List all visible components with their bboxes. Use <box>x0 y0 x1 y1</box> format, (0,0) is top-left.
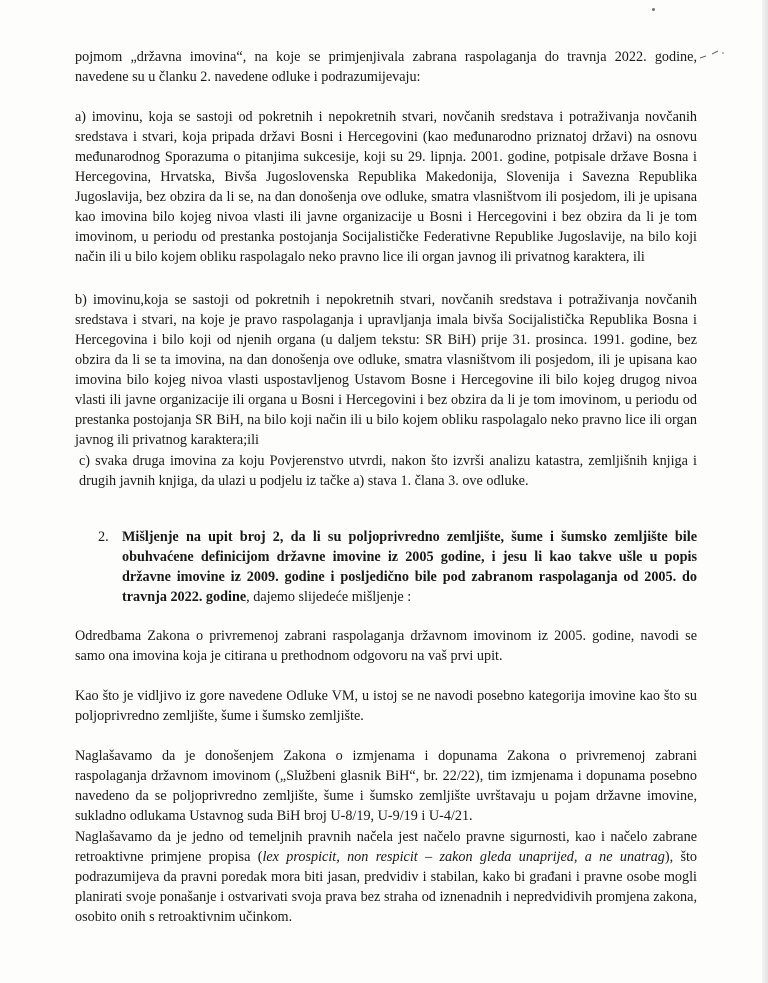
p4-latin-phrase: lex prospicit, non respicit – zakon gleda unaprijed, a ne unatrag <box>262 849 665 865</box>
answer-paragraph-1: Odredbama Zakona o privremenoj zabrani raspolaganja državnom imovinom iz 2005. godine, navodi se samo ona imovina koja je citirana u prethodnom odgovoru na vaš prvi upit. <box>75 628 697 664</box>
question-number: 2. <box>98 529 109 545</box>
question-2-bold: Mišljenje na upit broj 2, da li su poljoprivredno zemljište, šume i šumsko zemljište bile obuhvaćene definicijom državne imovine iz 2005 godine, i jesu li kao takve ušle u popis državne imovine iz 2009. godine i posljedično bile pod zabranom raspolaganja od 2005. do travnja 2022. godine <box>122 529 697 605</box>
p4-start: Naglašavamo da je jedno od temeljnih pravnih načela jest načelo pravne sigurnosti, kao i načelo zabrane retroaktivne primjene propisa ( <box>75 829 697 865</box>
answer-paragraph-4 <box>75 827 697 927</box>
item-b-paragraph: b) imovinu,koja se sastoji od pokretnih i nepokretnih stvari, novčanih sredstava i potraživanja novčanih sredstava i stvari, na koje je pravo raspolaganja i upravljanja imala bivša Socijalistička Republika Bosna i Hercegovina i bilo koji od njenih organa (u daljem tekstu: SR BiH) prije 31. prosinca. 1991. godine, bez obzira da li se ta imovina, na dan donošenja ove odluke, smatra vlasništvom ili posjedom, ili je upisana kao imovina bilo kojeg nivoa vlasti uspostavljenog Ustavom Bosne i Hercegovine ili bilo kojeg drugog nivoa vlasti ili javne organizacije ili organa u Bosni i Hercegovini i bez obzira da li je tom imovinom, u periodu od prestanka postojanja SR BiH, na bilo koji način ili u bilo kojem obliku raspolagalo neko pravno lice ili organ javnog ili privatnog karaktera;ili <box>75 292 697 448</box>
question-2-tail: , dajemo slijedeće mišljenje : <box>246 589 412 605</box>
item-a-paragraph: a) imovinu, koja se sastoji od pokretnih i nepokretnih stvari, novčanih sredstava i potraživanja novčanih sredstava i stvari, koja pripada državi Bosni i Hercegovini (kao međunarodno priznatoj državi) na osnovu međunarodnog Sporazuma o pitanjima sukcesije, koji su 29. lipnja. 2001. godine, potpisale države Bosna i Hercegovina, Hrvatska, Bivša Jugoslovenska Republika Makedonija, Slovenija i Savezna Republika Jugoslavija, bez obzira da li se, na dan donošenja ove odluke, smatra vlasništvom ili posjedom, ili je upisana kao imovina bilo kojeg nivoa vlasti ili javne organizacije u Bosni i Hercegovini i bez obzira da li je tom imovinom, u periodu od prestanka postojanja Socijalističke Federativne Republike Jugoslavije, na bilo koji način ili u bilo kojem obliku raspolagalo neko pravno lice ili organ javnog ili privatnog karaktera, ili <box>75 109 697 265</box>
answer-paragraph-3: Naglašavamo da je donošenjem Zakona o izmjenama i dopunama Zakona o privremenoj zabrani raspolaganja državnom imovinom („Službeni glasnik BiH“, br. 22/22), tim izmjenama i dopunama posebno navedeno da se poljoprivredno zemljište, šume i šumsko zemljište uvrštavaju u pojam državne imovine, sukladno odlukama Ustavnog suda BiH broj U-8/19, U-9/19 i U-4/21. <box>75 748 697 824</box>
p4-end: ), što podrazumijeva da pravni poredak mora biti jasan, predvidiv i stabilan, kako bi građani i pravne osobe mogli planirati svoje ponašanje i ostvarivati svoja prava bez straha od iznenadnih i nepredvidivih promjena zakona, osobito onih s retroaktivnim učinkom. <box>75 849 697 925</box>
page-edge-shadow <box>762 0 768 983</box>
margin-mark-icon <box>698 48 728 62</box>
item-c-paragraph: c) svaka druga imovina za koju Povjerenstvo utvrdi, nakon što izvrši analizu katastra, zemljišnih knjiga i drugih javnih knjiga, da ulazi u podjelu iz tačke a) stava 1. člana 3. ove odluke. <box>79 453 697 489</box>
scan-speck <box>652 8 655 11</box>
answer-paragraph-2: Kao što je vidljivo iz gore navedene Odluke VM, u istoj se ne navodi posebno kategorija imovine kao što su poljoprivredno zemljište, šume i šumsko zemljište. <box>75 688 697 724</box>
question-2-paragraph <box>122 527 697 607</box>
intro-paragraph: pojmom „državna imovina“, na koje se primjenjivala zabrana raspolaganja do travnja 2022. godine, navedene su u članku 2. navedene odluke i podrazumijevaju: <box>75 49 697 85</box>
